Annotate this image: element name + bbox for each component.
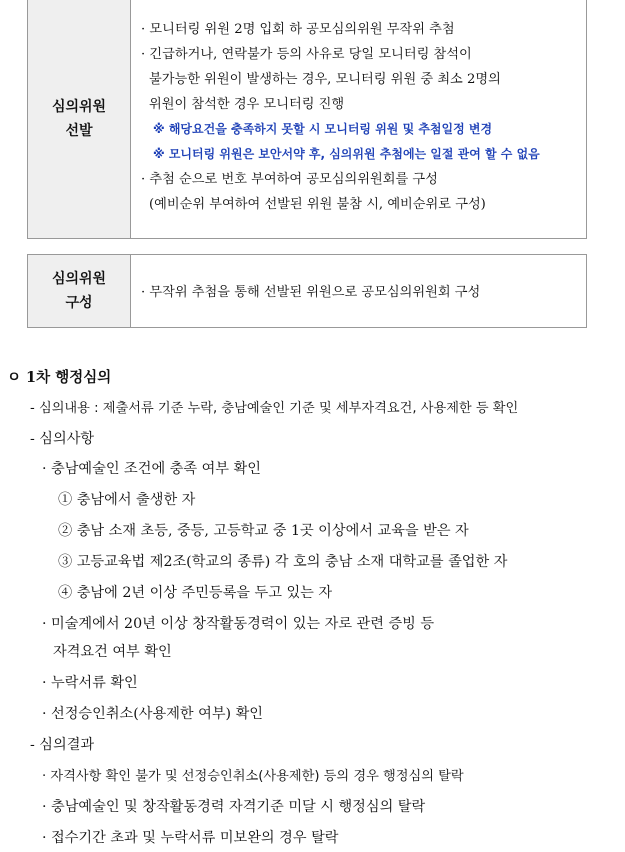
selection-line: 위원이 참석한 경우 모니터링 진행 xyxy=(149,97,345,112)
committee-composition-label xyxy=(27,254,131,328)
committee-selection-label-line1: 심의위원 xyxy=(51,99,107,115)
committee-selection-label-line2: 선발 xyxy=(65,123,93,139)
review-item: · 충남예술인 조건에 충족 여부 확인 xyxy=(42,461,261,477)
review-item-continued: 자격요건 여부 확인 xyxy=(53,644,172,660)
result-item: · 접수기간 초과 및 누락서류 미보완의 경우 탈락 xyxy=(42,830,339,846)
committee-selection-content xyxy=(131,0,587,239)
condition-item: ② 충남 소재 초등, 중등, 고등학교 중 1곳 이상에서 교육을 받은 자 xyxy=(58,523,469,539)
review-items-heading: - 심의사항 xyxy=(30,431,95,447)
selection-line: · 긴급하거나, 연락불가 등의 사유로 당일 모니터링 참석이 xyxy=(141,47,472,62)
review-item: · 선정승인취소(사용제한 여부) 확인 xyxy=(42,706,263,722)
committee-selection-row xyxy=(27,0,587,239)
result-item: · 충남예술인 및 창작활동경력 자격기준 미달 시 행정심의 탈락 xyxy=(42,799,426,815)
committee-selection-label xyxy=(27,0,131,239)
committee-composition-row xyxy=(27,254,587,328)
condition-item: ④ 충남에 2년 이상 주민등록을 두고 있는 자 xyxy=(58,585,333,601)
selection-line: · 모니터링 위원 2명 입회 하 공모심의위원 무작위 추첨 xyxy=(141,22,455,37)
composition-line: · 무작위 추첨을 통해 선발된 위원으로 공모심의위원회 구성 xyxy=(141,285,481,300)
review-item: · 미술계에서 20년 이상 창작활동경력이 있는 자로 관련 증빙 등 xyxy=(42,616,435,632)
committee-composition-label-line1: 심의위원 xyxy=(51,271,107,287)
section-heading: ㅇ 1차 행정심의 xyxy=(7,369,112,386)
review-item: · 누락서류 확인 xyxy=(42,675,138,691)
condition-item: ① 충남에서 출생한 자 xyxy=(58,492,196,508)
result-item: · 자격사항 확인 불가 및 선정승인취소(사용제한) 등의 경우 행정심의 탈락 xyxy=(42,769,464,784)
selection-line: · 추첨 순으로 번호 부여하여 공모심의위원회를 구성 xyxy=(141,172,438,187)
requirement-note: ※ 해당요건을 충족하지 못할 시 모니터링 위원 및 추첨일정 변경 xyxy=(153,122,493,136)
selection-line: 불가능한 위원이 발생하는 경우, 모니터링 위원 중 최소 2명의 xyxy=(149,72,501,87)
selection-line: (예비순위 부여하여 선발된 위원 불참 시, 예비순위로 구성) xyxy=(149,197,486,212)
committee-composition-content xyxy=(131,254,587,328)
review-result-heading: - 심의결과 xyxy=(30,737,95,753)
security-note: ※ 모니터링 위원은 보안서약 후, 심의위원 추첨에는 일절 관여 할 수 없음 xyxy=(153,147,540,161)
committee-composition-label-line2: 구성 xyxy=(65,295,93,311)
condition-item: ③ 고등교육법 제2조(학교의 종류) 각 호의 충남 소재 대학교를 졸업한 자 xyxy=(58,554,508,570)
review-content-line: - 심의내용 : 제출서류 기준 누락, 충남예술인 기준 및 세부자격요건, 사용제한 등 확인 xyxy=(30,401,519,416)
